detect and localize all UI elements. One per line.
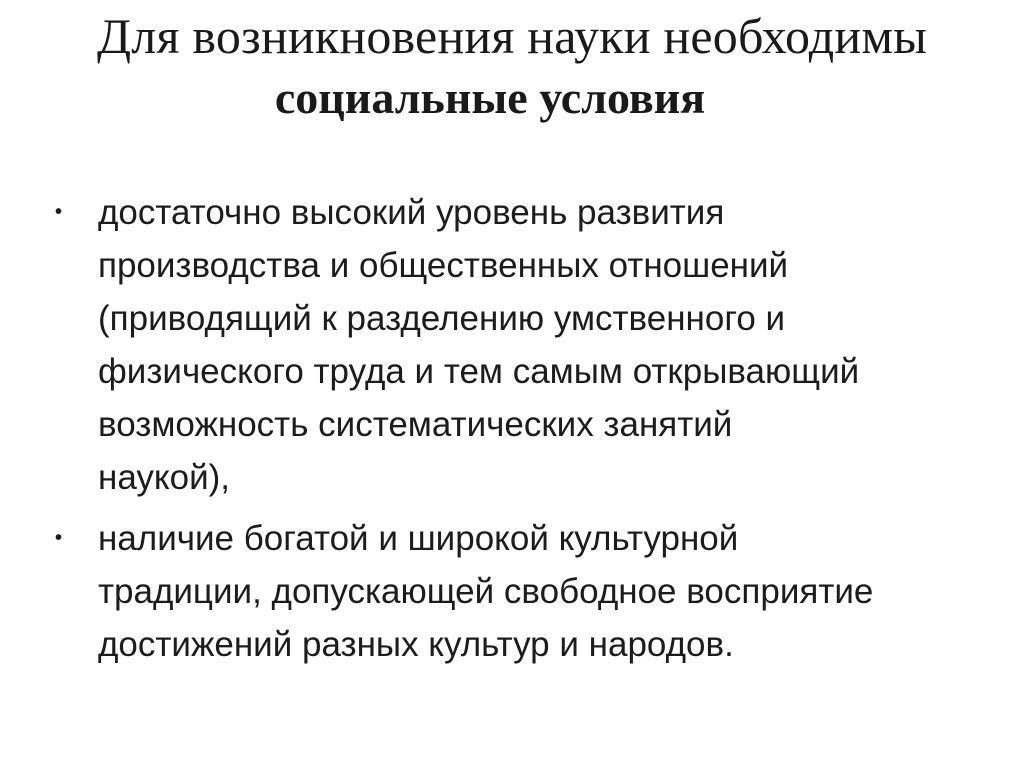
slide-title: Для возникновения науки необходимы [97, 8, 927, 64]
bullet-list [52, 186, 992, 679]
bullet-text-line: (приводящий к разделению умственного и [98, 299, 786, 338]
bullet-dot-icon: • [55, 527, 63, 549]
bullet-text-line: наличие богатой и широкой культурной [98, 519, 739, 558]
bullet-text-line: традиции, допускающей свободное восприятие [98, 572, 874, 611]
bullet-text-line: возможность систематических занятий [98, 405, 733, 444]
bullet-text-line: производства и общественных отношений [98, 246, 789, 285]
bullet-text-line: физического труда и тем самым открывающий [98, 352, 860, 391]
bullet-text-line: достижений разных культур и народов. [98, 625, 734, 664]
slide-subtitle: социальные условия [274, 72, 706, 123]
bullet-item-production [52, 186, 992, 504]
bullet-text-line: достаточно высокий уровень развития [98, 193, 725, 232]
bullet-item-culture [52, 512, 992, 671]
bullet-text-line: наукой), [98, 458, 231, 497]
bullet-dot-icon: • [55, 201, 63, 223]
